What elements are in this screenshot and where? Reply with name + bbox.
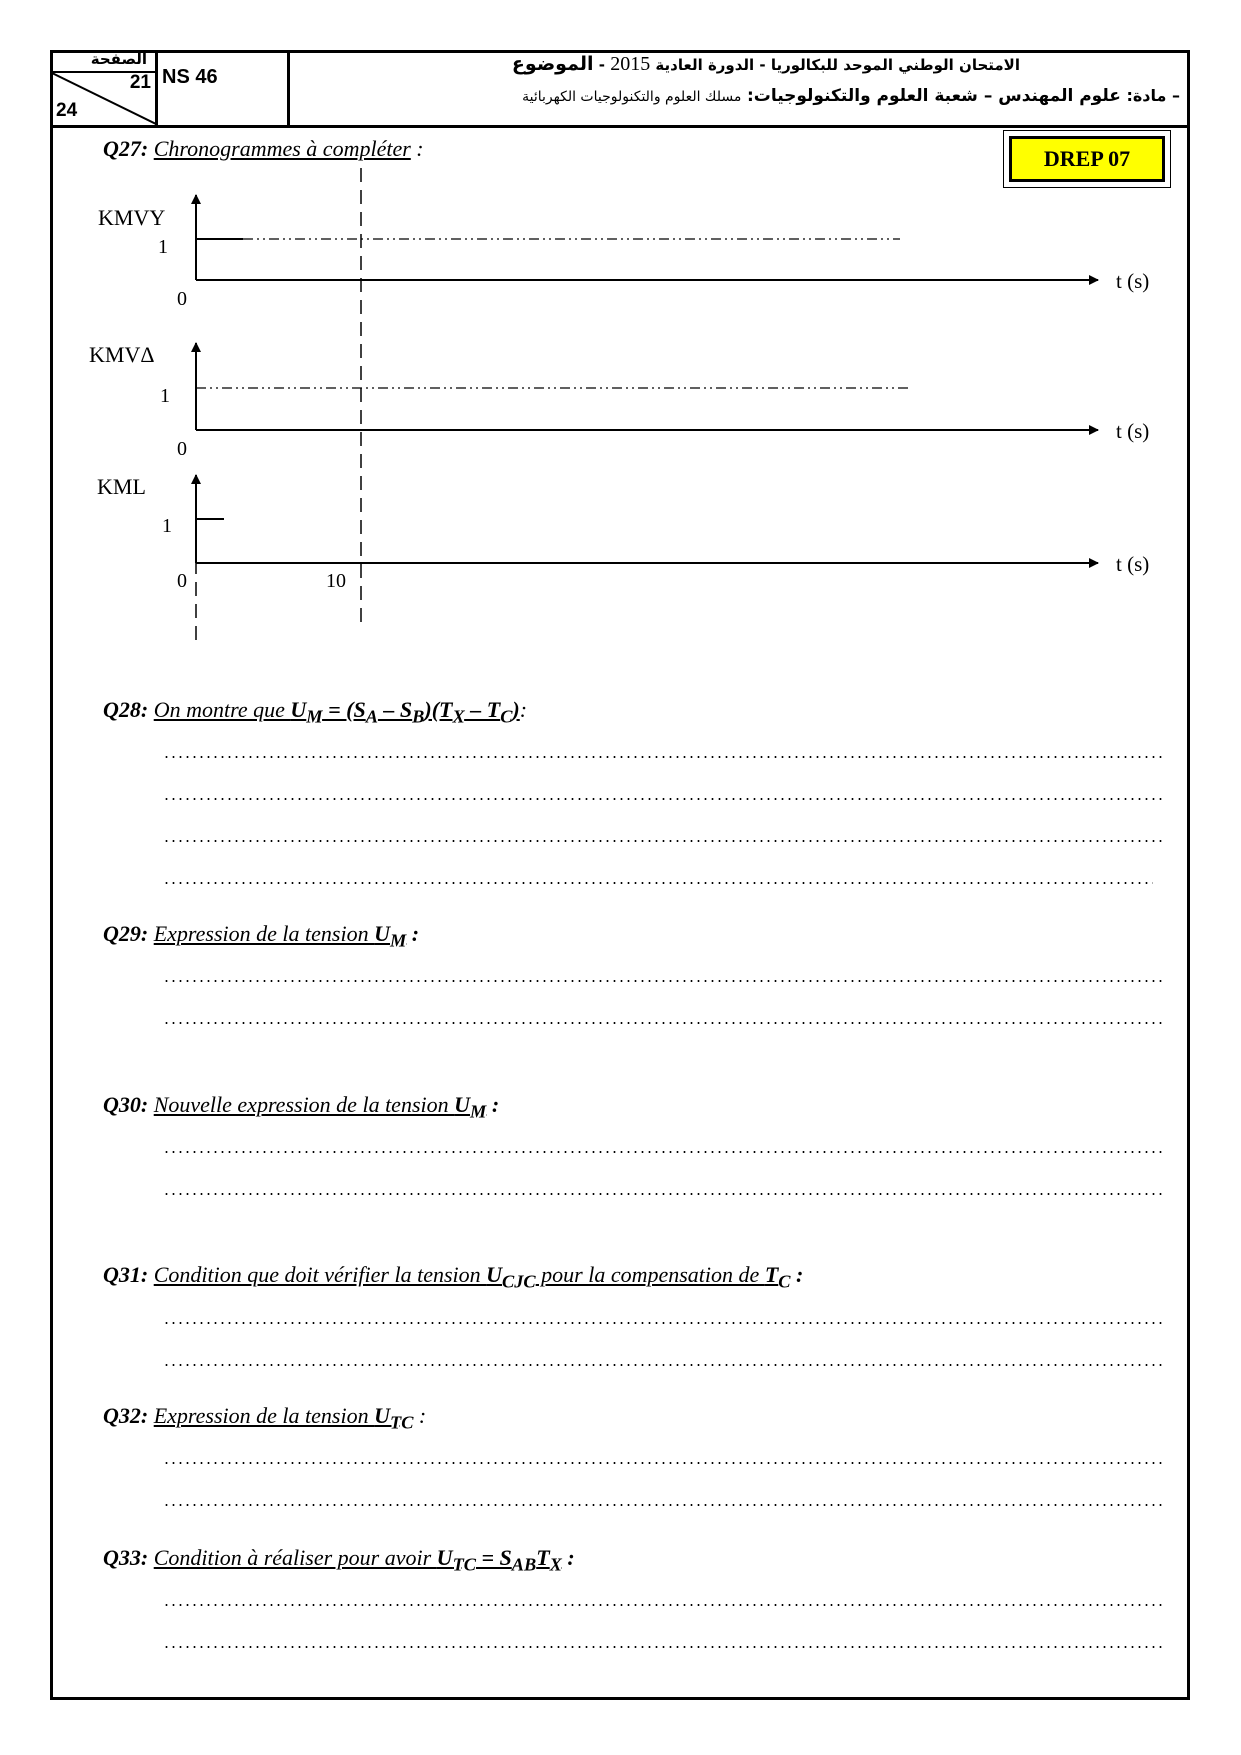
exam-year: 2015 — [610, 53, 651, 75]
q33-tail: : — [561, 1545, 575, 1570]
q32-text: Expression de la tension $U_{TC}$ — [153, 1403, 414, 1433]
q31-number: Q31: — [103, 1262, 149, 1287]
q32-tail: : — [413, 1403, 427, 1428]
q33-heading — [103, 1545, 575, 1575]
subject-name: علوم المهندس – شعبة العلوم والتكنولوجيات: — [746, 86, 1121, 106]
kml-zero-label: 0 — [177, 570, 187, 592]
q33-text: Condition à réaliser pour avoir $U_{TC} = S_{AB}T_X$ — [153, 1545, 562, 1575]
answer-line[interactable] — [163, 756, 1165, 758]
q27-tail: : — [410, 136, 424, 161]
q29-text: Expression de la tension $U_M$ — [153, 921, 407, 951]
kmvy-zero-label: 0 — [177, 288, 187, 310]
signal-kml — [97, 474, 1149, 592]
kml-tick-10-label: 10 — [326, 570, 346, 592]
q31-heading — [103, 1262, 803, 1292]
chronogram — [0, 0, 1241, 670]
q30-number: Q30: — [103, 1092, 149, 1117]
answer-line[interactable] — [163, 1193, 1165, 1195]
q30-text: Nouvelle expression de la tension $U_M$ — [153, 1092, 487, 1122]
q28-number: Q28: — [103, 697, 149, 722]
answer-line[interactable] — [163, 840, 1165, 842]
q30-tail: : — [486, 1092, 500, 1117]
answer-line[interactable] — [163, 798, 1165, 800]
kmvy-label: KMVY — [98, 205, 166, 230]
q29-tail: : — [406, 921, 420, 946]
q30-heading — [103, 1092, 499, 1122]
title-dash: - — [598, 56, 605, 74]
kml-label: KML — [97, 474, 146, 499]
answer-line[interactable] — [163, 1364, 1165, 1366]
kmvdelta-label: KMVΔ — [89, 342, 155, 367]
kml-high-label: 1 — [162, 515, 172, 537]
track-name: مسلك العلوم والتكنولوجيات الكهربائية — [522, 89, 742, 105]
kmvdelta-zero-label: 0 — [177, 438, 187, 460]
kmvy-high-label: 1 — [158, 236, 168, 258]
exam-label: الامتحان الوطني الموحد للبكالوريا - الدورة العادية — [655, 56, 1020, 74]
kmvdelta-high-label: 1 — [160, 385, 170, 407]
answer-line[interactable] — [163, 882, 1153, 884]
kmvdelta-time-label: t (s) — [1116, 419, 1150, 443]
q32-number: Q32: — [103, 1403, 149, 1428]
exam-code: NS 46 — [162, 66, 218, 88]
q32-heading — [103, 1403, 426, 1433]
subject-label: الموضوع — [511, 53, 594, 75]
q27-text: Chronogrammes à compléter — [153, 136, 411, 161]
drep-label: DREP 07 — [1009, 136, 1165, 182]
kmvy-time-label: t (s) — [1116, 269, 1150, 293]
answer-line[interactable] — [163, 1504, 1165, 1506]
page-total: 24 — [56, 100, 78, 121]
answer-line[interactable] — [163, 1322, 1165, 1324]
answer-line[interactable] — [163, 1462, 1165, 1464]
answer-line[interactable] — [163, 980, 1165, 982]
answer-line[interactable] — [163, 1604, 1165, 1606]
q28-tail: : — [519, 697, 528, 722]
signal-kmvdelta — [89, 342, 1149, 460]
kml-time-label: t (s) — [1116, 552, 1150, 576]
page-number: 21 — [129, 72, 151, 93]
q28-heading — [103, 697, 527, 727]
page-word: الصفحة — [90, 50, 147, 68]
answer-line[interactable] — [163, 1022, 1165, 1024]
signal-kmvy — [98, 195, 1149, 310]
q27-number: Q27: — [103, 136, 149, 161]
q28-text: On montre que $U_M = (S_A - S_B)(T_X - T_C)$ — [153, 697, 520, 727]
subject-prefix: – مادة: — [1126, 86, 1180, 105]
answer-line[interactable] — [163, 1646, 1165, 1648]
q31-text: Condition que doit vérifier la tension $U_{CJC}$ pour la compensation de $T_C$ — [153, 1262, 791, 1292]
q33-number: Q33: — [103, 1545, 149, 1570]
q29-heading — [103, 921, 419, 951]
q31-tail: : — [790, 1262, 804, 1287]
q29-number: Q29: — [103, 921, 149, 946]
answer-line[interactable] — [163, 1151, 1165, 1153]
